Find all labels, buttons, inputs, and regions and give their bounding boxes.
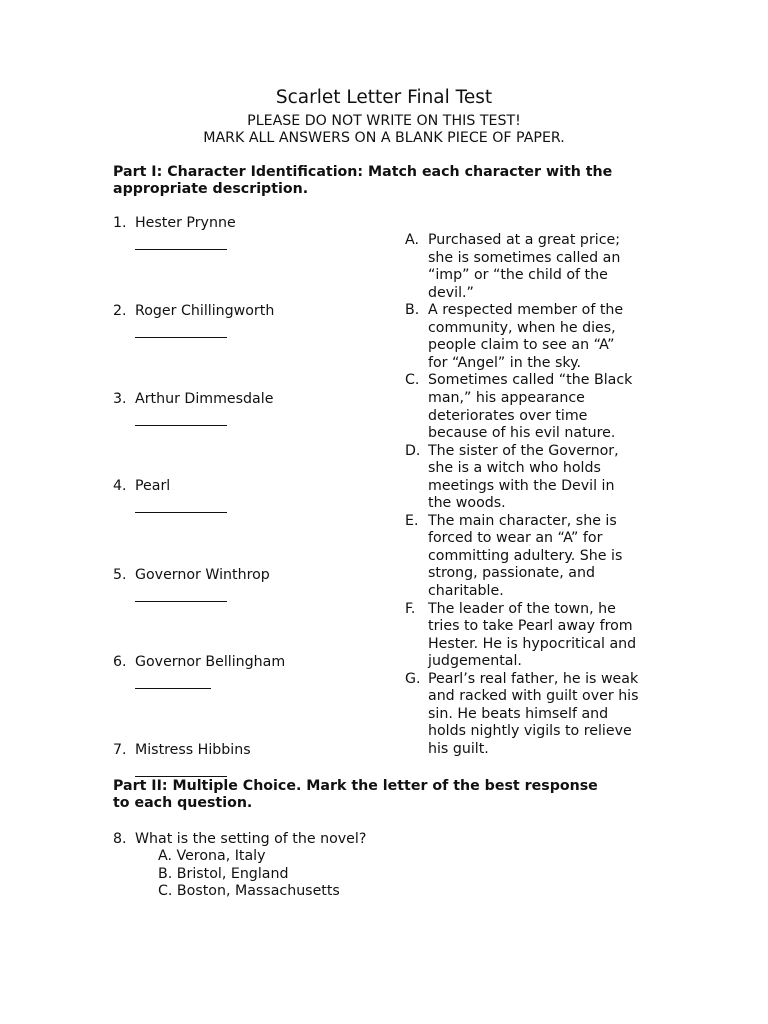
description-text-line: Hester. He is hypocritical and — [428, 635, 637, 652]
description-text-line: people claim to see an “A” — [428, 337, 615, 354]
answer-blank — [135, 425, 227, 426]
description-letter: C. — [405, 372, 420, 389]
character-name: Pearl — [135, 478, 171, 494]
page-title: Scarlet Letter Final Test — [275, 87, 493, 108]
character-number: 1. — [113, 215, 127, 231]
description-text-line: the woods. — [428, 495, 506, 512]
description-text-line: A respected member of the — [428, 302, 624, 319]
description-letter: B. — [405, 302, 420, 319]
character-number: 4. — [113, 478, 127, 494]
description-text-line: The main character, she is — [428, 512, 617, 529]
option-c: C. Boston, Massachusetts — [158, 883, 340, 899]
part2-heading-line-2: to each question. — [113, 795, 253, 811]
character-name: Hester Prynne — [135, 215, 236, 231]
description-letter: E. — [405, 512, 419, 529]
part2-heading-line-1: Part II: Multiple Choice. Mark the letter of the best response — [113, 778, 598, 794]
character-number: 7. — [113, 742, 127, 758]
answer-blank — [135, 601, 227, 602]
description-text-line: she is a witch who holds — [428, 460, 601, 477]
description-text-line: “imp” or “the child of the — [428, 267, 608, 284]
character-number: 3. — [113, 391, 127, 407]
character-name: Mistress Hibbins — [135, 742, 251, 758]
option-a: A. Verona, Italy — [158, 848, 266, 864]
question-number: 8. — [113, 831, 127, 847]
description-text-line: and racked with guilt over his — [428, 688, 639, 705]
description-text-line: holds nightly vigils to relieve — [428, 723, 632, 740]
warning-line-2: MARK ALL ANSWERS ON A BLANK PIECE OF PAPER. — [203, 130, 565, 146]
description-text-line: The sister of the Governor, — [428, 442, 619, 459]
warning-line-1: PLEASE DO NOT WRITE ON THIS TEST! — [247, 113, 521, 129]
answer-blank — [135, 512, 227, 513]
description-text-line: forced to wear an “A” for — [428, 530, 603, 547]
description-text-line: committing adultery. She is — [428, 547, 623, 564]
character-name: Roger Chillingworth — [135, 303, 275, 319]
description-text-line: sin. He beats himself and — [428, 705, 609, 722]
part1-heading-line-1: Part I: Character Identification: Match each character with the — [113, 164, 613, 180]
description-text-line: Pearl’s real father, he is weak — [428, 670, 639, 687]
description-letter: A. — [405, 232, 419, 248]
description-text-line: because of his evil nature. — [428, 425, 616, 442]
answer-blank — [135, 688, 211, 689]
description-text-line: tries to take Pearl away from — [428, 618, 633, 635]
description-text-line: Sometimes called “the Black — [428, 372, 633, 389]
description-text-line: she is sometimes called an — [428, 249, 621, 266]
character-number: 2. — [113, 303, 127, 319]
character-name: Governor Winthrop — [135, 567, 270, 583]
description-letter: D. — [405, 442, 421, 459]
description-text-line: charitable. — [428, 583, 504, 599]
answer-blank — [135, 337, 227, 338]
description-text-line: man,” his appearance — [428, 389, 585, 406]
character-number: 5. — [113, 567, 127, 583]
question-text: What is the setting of the novel? — [135, 831, 367, 847]
description-text-line: strong, passionate, and — [428, 565, 595, 582]
character-name: Arthur Dimmesdale — [135, 391, 274, 407]
description-text-line: judgemental. — [428, 653, 522, 670]
description-text-line: Purchased at a great price; — [428, 232, 621, 248]
answer-blank — [135, 249, 227, 250]
part1-heading-line-2: appropriate description. — [113, 181, 309, 197]
description-text-line: devil.” — [428, 284, 474, 301]
description-text-line: deteriorates over time — [428, 407, 588, 424]
description-letter: F. — [405, 600, 416, 617]
description-text-line: meetings with the Devil in — [428, 477, 615, 494]
description-letter: G. — [405, 670, 421, 687]
description-text-line: for “Angel” in the sky. — [428, 354, 581, 371]
description-text-line: The leader of the town, he — [428, 600, 616, 617]
answer-blank — [135, 776, 227, 777]
character-number: 6. — [113, 654, 127, 670]
option-b: B. Bristol, England — [158, 866, 289, 882]
description-text-line: community, when he dies, — [428, 319, 616, 336]
character-name: Governor Bellingham — [135, 654, 286, 670]
description-text-line: his guilt. — [428, 740, 489, 757]
